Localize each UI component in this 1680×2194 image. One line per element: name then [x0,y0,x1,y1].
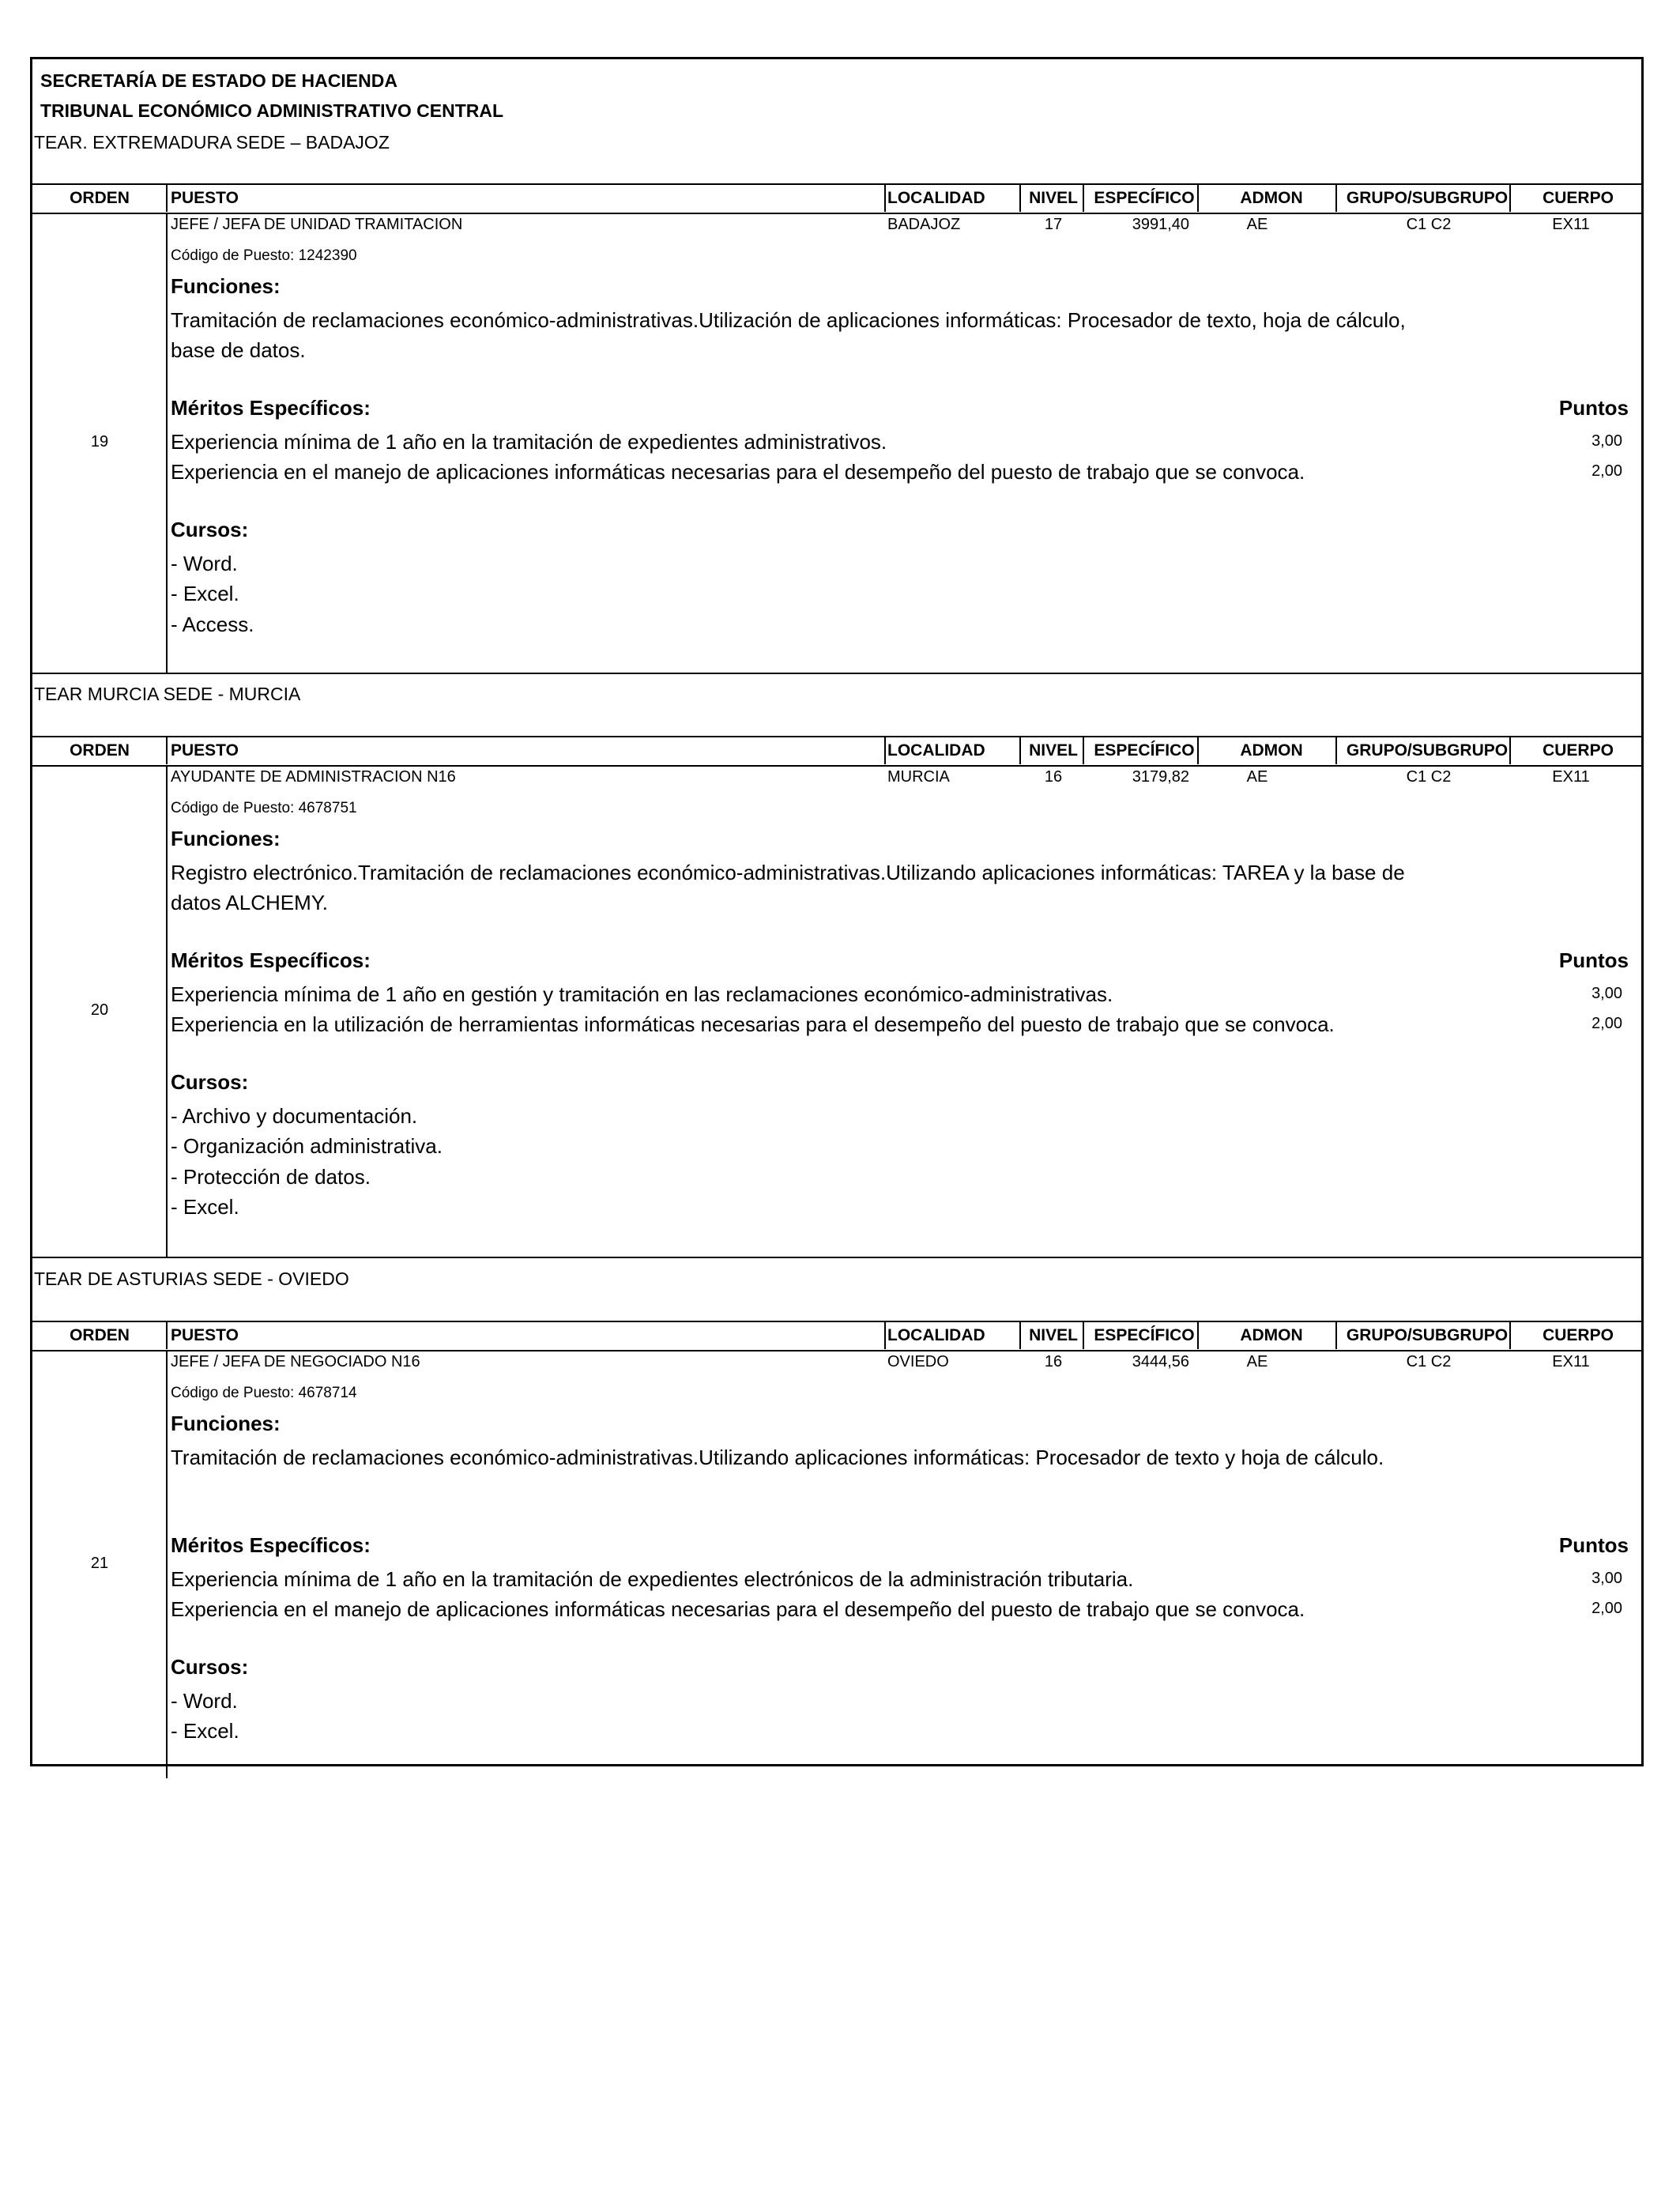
curso-item: - Word. [171,551,238,575]
col-divider [166,1321,168,1349]
col-especifico: ESPECÍFICO [1094,189,1195,207]
meritos-label: Méritos Específicos: [171,396,371,420]
col-divider [1335,183,1337,212]
curso-item: - Organización administrativa. [171,1134,443,1158]
section-title: TEAR MURCIA SEDE - MURCIA [34,684,301,704]
col-divider [1019,1321,1021,1349]
grupo-value: C1 C2 [1406,768,1452,786]
col-especifico: ESPECÍFICO [1094,1326,1195,1344]
puesto-name: AYUDANTE DE ADMINISTRACION N16 [171,768,456,786]
col-cuerpo: CUERPO [1543,1326,1614,1344]
section-separator [32,673,1641,674]
orden-value: 20 [90,1001,109,1019]
col-grupo: GRUPO/SUBGRUPO [1346,741,1509,760]
header-line-2: TRIBUNAL ECONÓMICO ADMINISTRATIVO CENTRAL [40,100,504,121]
meritos-label: Méritos Específicos: [171,1533,371,1557]
col-divider [1335,736,1337,764]
cursos-label: Cursos: [171,1070,249,1094]
merito-puntos: 2,00 [1591,1015,1622,1032]
section-title: TEAR. EXTREMADURA SEDE – BADAJOZ [34,132,390,153]
col-cuerpo: CUERPO [1543,189,1614,207]
localidad-value: BADAJOZ [887,216,961,233]
localidad-value: OVIEDO [887,1353,949,1370]
merito-puntos: 3,00 [1591,1569,1622,1587]
col-nivel: NIVEL [1029,741,1078,760]
col-admon: ADMON [1240,189,1303,207]
col-localidad: LOCALIDAD [887,1326,985,1344]
header-bottom-border [32,765,1641,767]
col-divider [1197,736,1199,764]
puntos-label: Puntos [1558,948,1629,972]
merito-text: Experiencia mínima de 1 año en la tramitación de expedientes administrativos. [171,429,887,454]
puntos-label: Puntos [1558,1533,1629,1557]
admon-value: AE [1246,216,1268,233]
merito-puntos: 3,00 [1591,984,1622,1002]
curso-item: - Access. [171,612,254,636]
merito-puntos: 2,00 [1591,1600,1622,1617]
col-localidad: LOCALIDAD [887,189,985,207]
cuerpo-value: EX11 [1552,1353,1590,1370]
curso-item: - Excel. [171,582,239,605]
orden-value: 21 [90,1555,109,1572]
section-title: TEAR DE ASTURIAS SEDE - OVIEDO [34,1269,349,1289]
merito-puntos: 3,00 [1591,432,1622,450]
col-grupo: GRUPO/SUBGRUPO [1346,189,1509,207]
merito-text: Experiencia en la utilización de herramientas informáticas necesarias para el desempeño del puesto de trabajo que se convoca. [171,1012,1335,1036]
cuerpo-value: EX11 [1552,768,1590,786]
col-admon: ADMON [1240,1326,1303,1344]
admon-value: AE [1246,768,1268,786]
especifico-value: 3444,56 [1132,1353,1189,1370]
col-orden: ORDEN [70,1326,130,1344]
meritos-label: Méritos Específicos: [171,948,371,972]
col-divider [1197,1321,1199,1349]
codigo-puesto: Código de Puesto: 1242390 [171,247,357,264]
col-divider [1083,183,1084,212]
document-frame [30,57,1644,1766]
localidad-value: MURCIA [887,768,950,786]
column-header-row [32,1321,1641,1349]
curso-item: - Excel. [171,1719,239,1743]
puesto-name: JEFE / JEFA DE NEGOCIADO N16 [171,1353,420,1370]
col-nivel: NIVEL [1029,1326,1078,1344]
header-line-1: SECRETARÍA DE ESTADO DE HACIENDA [40,70,397,91]
funciones-label: Funciones: [171,827,281,850]
cursos-label: Cursos: [171,518,249,541]
cuerpo-value: EX11 [1552,216,1590,233]
col-divider [884,736,886,764]
col-divider [1019,183,1021,212]
funciones-text: Tramitación de reclamaciones económico-administrativas.Utilizando aplicaciones informáticas: Procesador de texto y hoja de cálculo. [171,1445,1384,1469]
col-divider [166,183,168,212]
col-divider [166,736,168,764]
col-divider [1019,736,1021,764]
header-bottom-border [32,213,1641,214]
header-bottom-border [32,1350,1641,1351]
merito-puntos: 2,00 [1591,462,1622,480]
funciones-text: Tramitación de reclamaciones económico-administrativas.Utilización de aplicaciones informáticas: Procesador de texto, hoja de cálculo, base de datos. [171,307,1406,362]
col-nivel: NIVEL [1029,189,1078,207]
column-header-row [32,736,1641,764]
merito-text: Experiencia mínima de 1 año en gestión y tramitación en las reclamaciones económico-administrativas. [171,982,1113,1006]
col-puesto: PUESTO [171,189,239,207]
funciones-label: Funciones: [171,274,281,298]
funciones-label: Funciones: [171,1412,281,1435]
col-divider [1197,183,1199,212]
section-separator [32,1257,1641,1258]
merito-text: Experiencia en el manejo de aplicaciones informáticas necesarias para el desempeño del puesto de trabajo que se convoca. [171,460,1305,484]
orden-value: 19 [90,433,109,450]
col-divider [1083,736,1084,764]
col-admon: ADMON [1240,741,1303,760]
especifico-value: 3991,40 [1132,216,1189,233]
codigo-puesto: Código de Puesto: 4678751 [171,800,357,816]
col-localidad: LOCALIDAD [887,741,985,760]
grupo-value: C1 C2 [1406,216,1452,233]
col-divider [1083,1321,1084,1349]
col-divider [884,1321,886,1349]
curso-item: - Excel. [171,1195,239,1219]
col-puesto: PUESTO [171,1326,239,1344]
col-grupo: GRUPO/SUBGRUPO [1346,1326,1509,1344]
col-especifico: ESPECÍFICO [1094,741,1195,760]
puntos-label: Puntos [1558,396,1629,420]
merito-text: Experiencia en el manejo de aplicaciones informáticas necesarias para el desempeño del puesto de trabajo que se convoca. [171,1597,1305,1621]
col-divider [1509,736,1511,764]
grupo-value: C1 C2 [1406,1353,1452,1370]
curso-item: - Archivo y documentación. [171,1103,418,1128]
especifico-value: 3179,82 [1132,768,1189,786]
codigo-puesto: Código de Puesto: 4678714 [171,1385,357,1401]
admon-value: AE [1246,1353,1268,1370]
col-divider [884,183,886,212]
col-divider [1509,1321,1511,1349]
col-orden: ORDEN [70,189,130,207]
nivel-value: 16 [1044,768,1063,786]
curso-item: - Protección de datos. [171,1164,371,1189]
nivel-value: 17 [1044,216,1063,233]
funciones-text: Registro electrónico.Tramitación de reclamaciones económico-administrativas.Utilizando aplicaciones informáticas: TAREA y la base de datos ALCHEMY. [171,860,1405,914]
column-header-row [32,183,1641,212]
col-cuerpo: CUERPO [1543,741,1614,760]
merito-text: Experiencia mínima de 1 año en la tramitación de expedientes electrónicos de la administración tributaria. [171,1566,1134,1591]
nivel-value: 16 [1044,1353,1063,1370]
puesto-name: JEFE / JEFA DE UNIDAD TRAMITACION [171,216,463,233]
curso-item: - Word. [171,1688,238,1713]
cursos-label: Cursos: [171,1655,249,1679]
col-puesto: PUESTO [171,741,239,760]
col-orden: ORDEN [70,741,130,760]
col-divider [1335,1321,1337,1349]
col-divider [1509,183,1511,212]
